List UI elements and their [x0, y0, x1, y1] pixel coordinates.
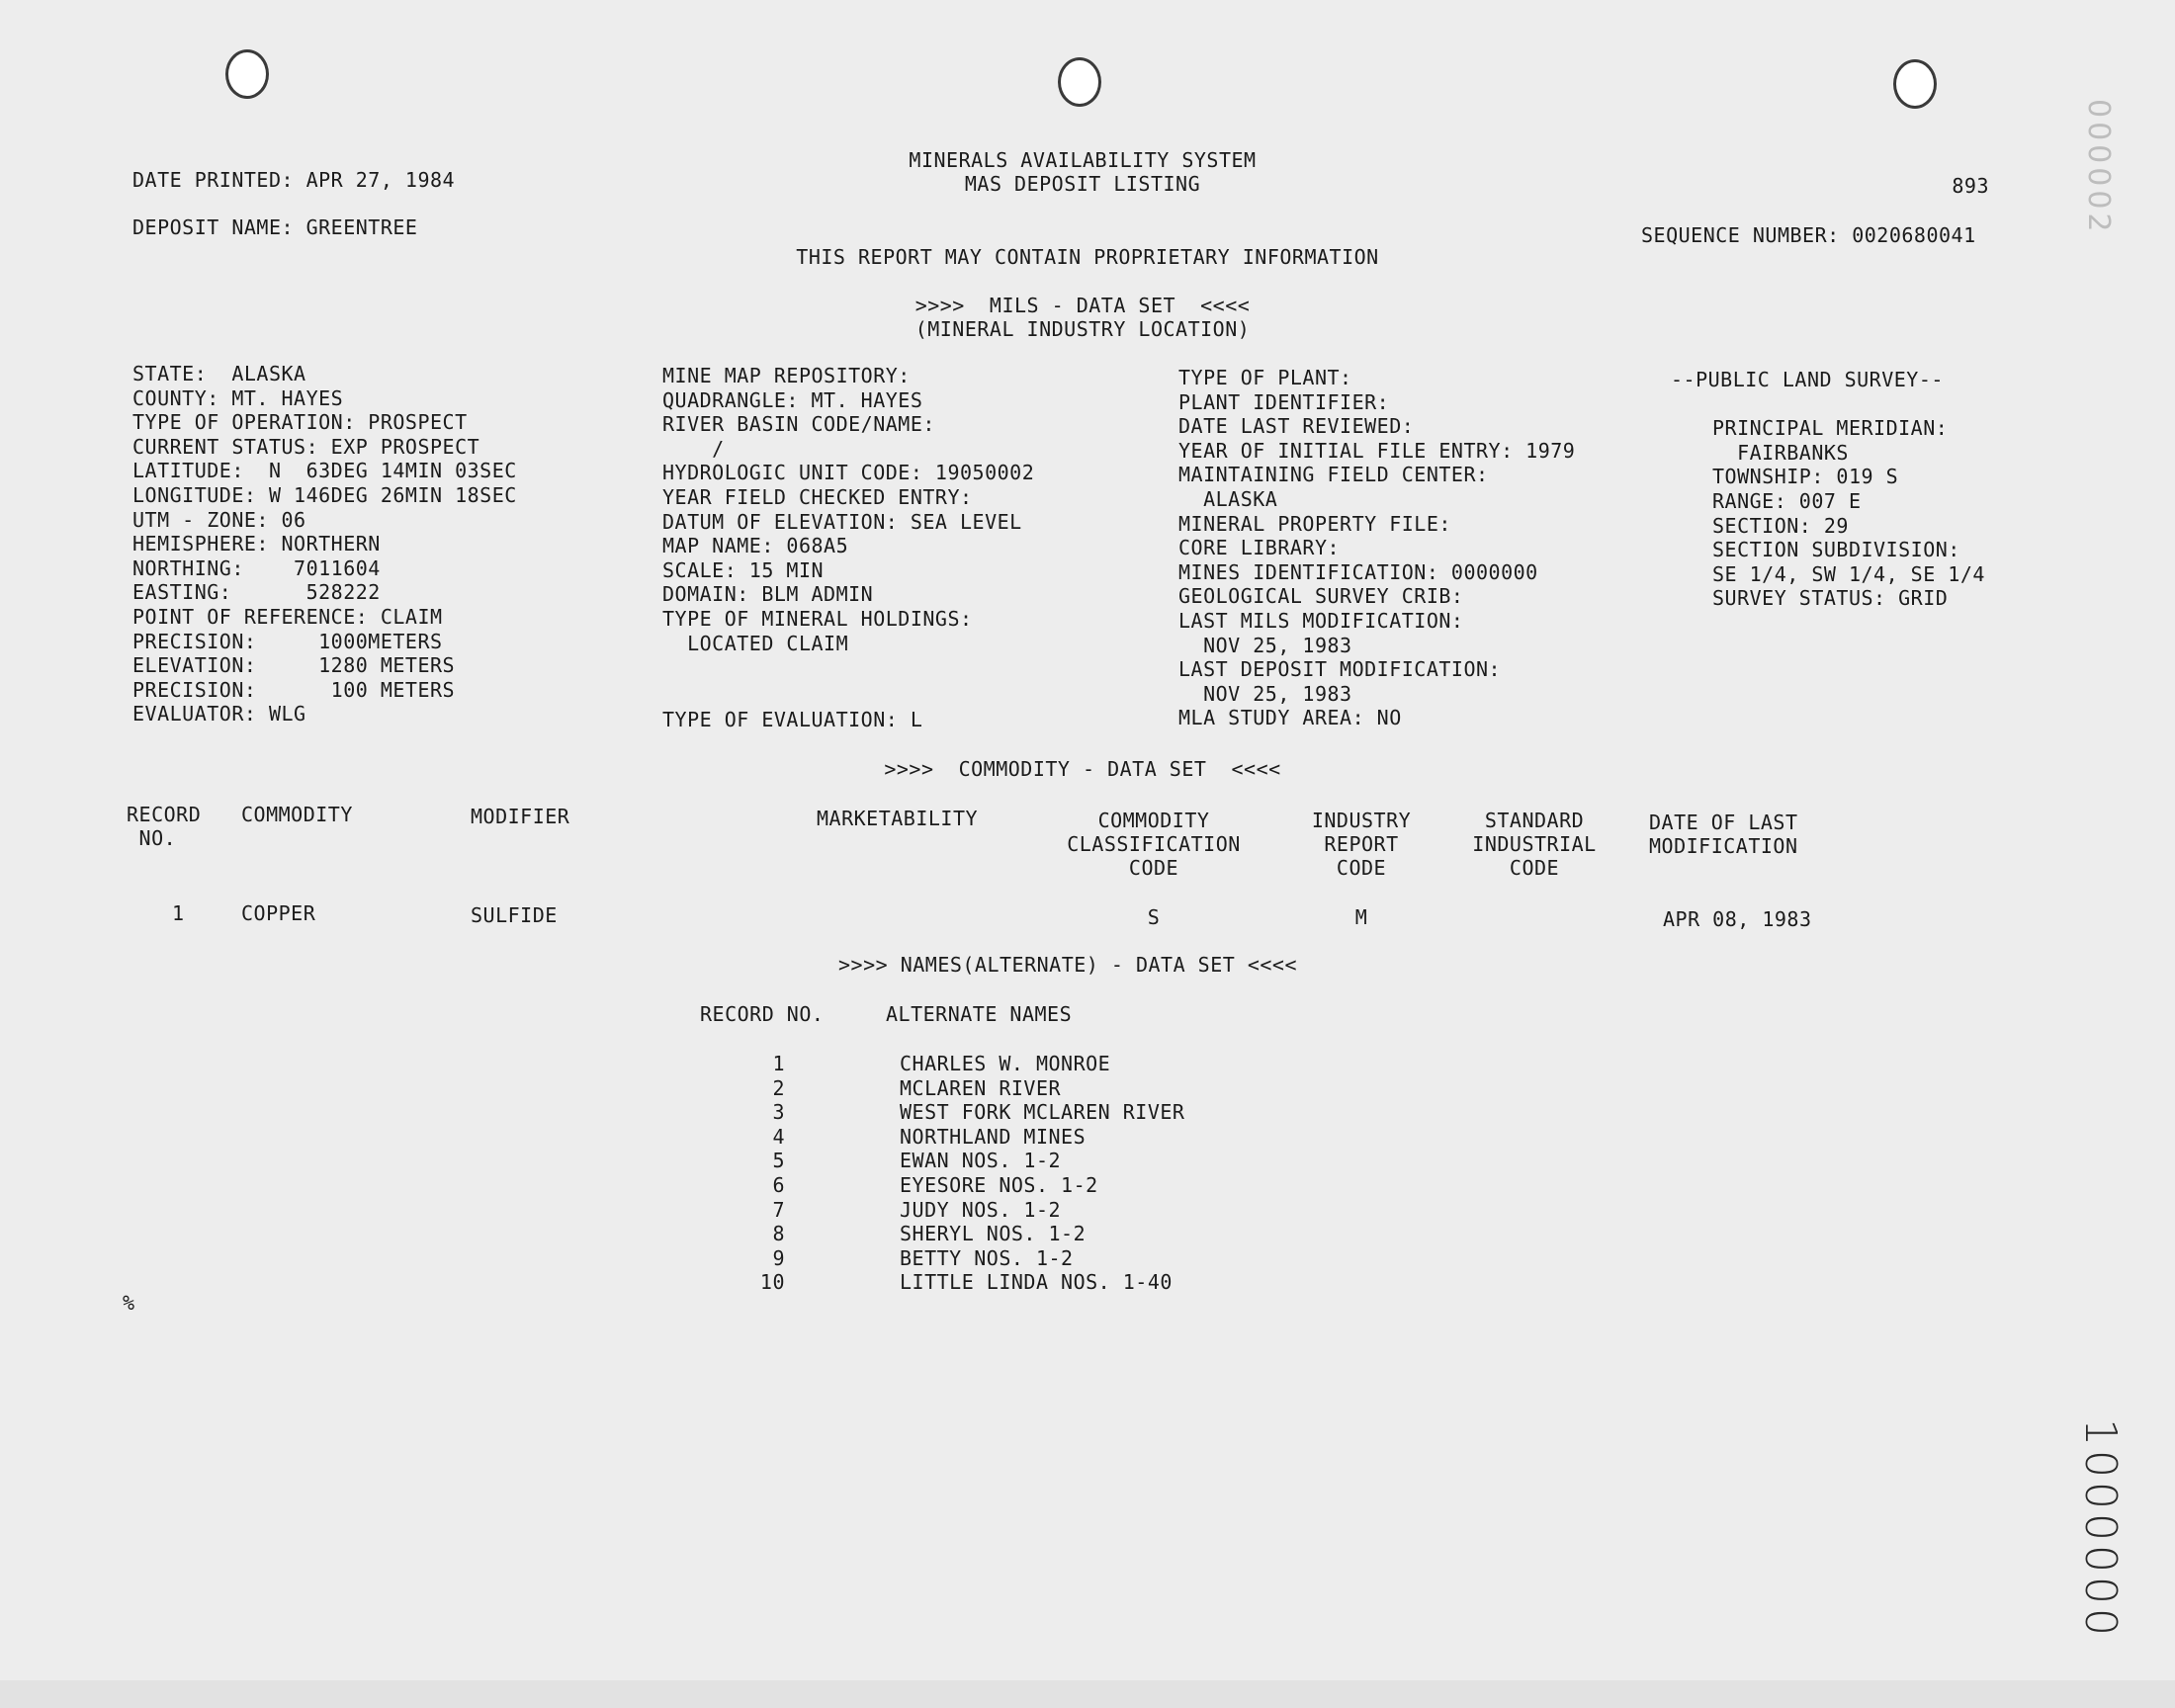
- mils-field: MLA STUDY AREA: NO: [1178, 706, 1402, 730]
- col-header-modifier: MODIFIER: [471, 805, 570, 828]
- col-header-marketability: MARKETABILITY: [817, 807, 979, 830]
- mils-field: SE 1/4, SW 1/4, SE 1/4: [1712, 561, 1985, 586]
- commodity-classification: S: [1147, 905, 1161, 929]
- mils-field: SURVEY STATUS: GRID: [1712, 586, 1949, 611]
- mils-field: MAP NAME: 068A5: [662, 534, 849, 558]
- name-record-no: 9: [772, 1245, 785, 1270]
- mils-field: EASTING: 528222: [132, 580, 381, 605]
- mils-field: TYPE OF EVALUATION: L: [662, 708, 923, 731]
- commodity-record-no: 1: [172, 901, 185, 925]
- name-record-no: 10: [759, 1270, 785, 1295]
- mils-field: TOWNSHIP: 019 S: [1712, 465, 1899, 489]
- alternate-name: BETTY NOS. 1-2: [900, 1245, 1074, 1270]
- mils-field: GEOLOGICAL SURVEY CRIB:: [1178, 584, 1464, 609]
- listing-title: MAS DEPOSIT LISTING: [964, 172, 1201, 196]
- system-title: MINERALS AVAILABILITY SYSTEM: [909, 148, 1257, 172]
- col-header-date: DATE OF LAST MODIFICATION: [1649, 811, 1798, 858]
- stamp-top-right: 000002: [2081, 99, 2116, 236]
- mils-field: LAST MILS MODIFICATION:: [1178, 609, 1464, 633]
- alternate-name: MCLAREN RIVER: [900, 1075, 1062, 1100]
- mils-field: PRINCIPAL MERIDIAN:: [1712, 416, 1949, 441]
- mils-field: HYDROLOGIC UNIT CODE: 19050002: [662, 461, 1035, 485]
- alternate-name: SHERYL NOS. 1-2: [900, 1222, 1087, 1246]
- mils-field: DATE LAST REVIEWED:: [1178, 414, 1415, 439]
- mils-heading: >>>> MILS - DATA SET <<<<: [914, 294, 1251, 317]
- proprietary-notice: THIS REPORT MAY CONTAIN PROPRIETARY INFORMATION: [796, 245, 1379, 269]
- names-header-record-no: RECORD NO.: [700, 1002, 825, 1026]
- mils-field: LONGITUDE: W 146DEG 26MIN 18SEC: [132, 483, 517, 507]
- name-record-no: 3: [772, 1100, 785, 1125]
- mils-field: TYPE OF OPERATION: PROSPECT: [132, 410, 468, 435]
- mils-field: MINE MAP REPOSITORY:: [662, 364, 911, 387]
- mils-field: NOV 25, 1983: [1178, 633, 1352, 657]
- date-printed: DATE PRINTED: APR 27, 1984: [132, 168, 456, 192]
- alternate-name: CHARLES W. MONROE: [900, 1052, 1111, 1075]
- mils-field: MAINTAINING FIELD CENTER:: [1178, 463, 1489, 487]
- alternate-name: JUDY NOS. 1-2: [900, 1197, 1062, 1222]
- mils-field: LAST DEPOSIT MODIFICATION:: [1178, 657, 1502, 682]
- col-header-classification: COMMODITY CLASSIFICATION CODE: [1067, 809, 1241, 880]
- punch-hole-right: [1893, 59, 1937, 109]
- sequence-number: SEQUENCE NUMBER: 0020680041: [1641, 223, 1976, 247]
- mils-field: CORE LIBRARY:: [1178, 536, 1341, 560]
- mils-field: QUADRANGLE: MT. HAYES: [662, 387, 923, 412]
- mils-field: RANGE: 007 E: [1712, 489, 1862, 513]
- mils-field: EVALUATOR: WLG: [132, 702, 306, 726]
- mils-field: COUNTY: MT. HAYES: [132, 385, 344, 410]
- col-header-record-no: RECORD NO.: [127, 803, 202, 850]
- alternate-name: NORTHLAND MINES: [900, 1124, 1087, 1149]
- mils-field: MINERAL PROPERTY FILE:: [1178, 511, 1451, 536]
- mils-field: SECTION SUBDIVISION:: [1712, 538, 1960, 562]
- mils-field: RIVER BASIN CODE/NAME:: [662, 412, 935, 437]
- col-header-standard: STANDARD INDUSTRIAL CODE: [1472, 809, 1597, 880]
- mils-field: PRECISION: 100 METERS: [132, 677, 456, 702]
- mils-field: /: [662, 436, 725, 461]
- alternate-name: EYESORE NOS. 1-2: [900, 1173, 1098, 1197]
- stamp-bottom-right: 1000000: [2075, 1418, 2126, 1640]
- commodity-heading: >>>> COMMODITY - DATA SET <<<<: [884, 757, 1281, 781]
- deposit-name: DEPOSIT NAME: GREENTREE: [132, 215, 418, 239]
- mils-field: LATITUDE: N 63DEG 14MIN 03SEC: [132, 459, 517, 483]
- mils-field: NOV 25, 1983: [1178, 681, 1352, 706]
- commodity-name: COPPER: [241, 901, 316, 925]
- col-header-industry: INDUSTRY REPORT CODE: [1311, 809, 1412, 880]
- mils-field: STATE: ALASKA: [132, 362, 306, 385]
- names-heading: >>>> NAMES(ALTERNATE) - DATA SET <<<<: [837, 953, 1298, 977]
- mils-field: SECTION: 29: [1712, 513, 1849, 538]
- bottom-edge: [0, 1680, 2175, 1708]
- mils-field: YEAR FIELD CHECKED ENTRY:: [662, 485, 973, 509]
- alternate-name: LITTLE LINDA NOS. 1-40: [900, 1270, 1173, 1295]
- col-header-commodity: COMMODITY: [241, 803, 353, 826]
- mils-subheading: (MINERAL INDUSTRY LOCATION): [914, 317, 1251, 341]
- mils-field: PRECISION: 1000METERS: [132, 629, 443, 653]
- alternate-name: EWAN NOS. 1-2: [900, 1149, 1062, 1173]
- name-record-no: 6: [772, 1173, 785, 1197]
- footer-mark: %: [123, 1291, 135, 1315]
- commodity-date: APR 08, 1983: [1663, 907, 1812, 931]
- mils-field: CURRENT STATUS: EXP PROSPECT: [132, 434, 480, 459]
- punch-hole-left: [225, 49, 269, 99]
- mils-field: PLANT IDENTIFIER:: [1178, 389, 1390, 414]
- mils-field: NORTHING: 7011604: [132, 555, 381, 580]
- alternate-name: WEST FORK MCLAREN RIVER: [900, 1100, 1185, 1125]
- mils-field: TYPE OF PLANT:: [1178, 366, 1352, 389]
- mils-field: POINT OF REFERENCE: CLAIM: [132, 605, 443, 629]
- names-header-alternate: ALTERNATE NAMES: [886, 1002, 1073, 1026]
- mils-field: LOCATED CLAIM: [662, 631, 849, 655]
- name-record-no: 7: [772, 1197, 785, 1222]
- commodity-modifier: SULFIDE: [471, 903, 558, 927]
- mils-field: --PUBLIC LAND SURVEY--: [1671, 368, 1944, 391]
- name-record-no: 5: [772, 1149, 785, 1173]
- mils-field: ELEVATION: 1280 METERS: [132, 653, 456, 678]
- name-record-no: 1: [772, 1052, 785, 1075]
- name-record-no: 4: [772, 1124, 785, 1149]
- mils-field: FAIRBANKS: [1712, 440, 1849, 465]
- name-record-no: 8: [772, 1222, 785, 1246]
- name-record-no: 2: [772, 1075, 785, 1100]
- mils-field: YEAR OF INITIAL FILE ENTRY: 1979: [1178, 438, 1576, 463]
- mils-field: HEMISPHERE: NORTHERN: [132, 532, 381, 556]
- mils-field: DOMAIN: BLM ADMIN: [662, 582, 874, 607]
- mils-field: ALASKA: [1178, 487, 1278, 511]
- mils-field: UTM - ZONE: 06: [132, 507, 306, 532]
- mils-field: SCALE: 15 MIN: [662, 557, 825, 582]
- commodity-industry: M: [1354, 905, 1368, 929]
- mils-field: TYPE OF MINERAL HOLDINGS:: [662, 607, 973, 631]
- punch-hole-center: [1058, 57, 1101, 107]
- mils-field: DATUM OF ELEVATION: SEA LEVEL: [662, 509, 1022, 534]
- mils-field: MINES IDENTIFICATION: 0000000: [1178, 559, 1538, 584]
- page-number: 893: [1952, 174, 1989, 198]
